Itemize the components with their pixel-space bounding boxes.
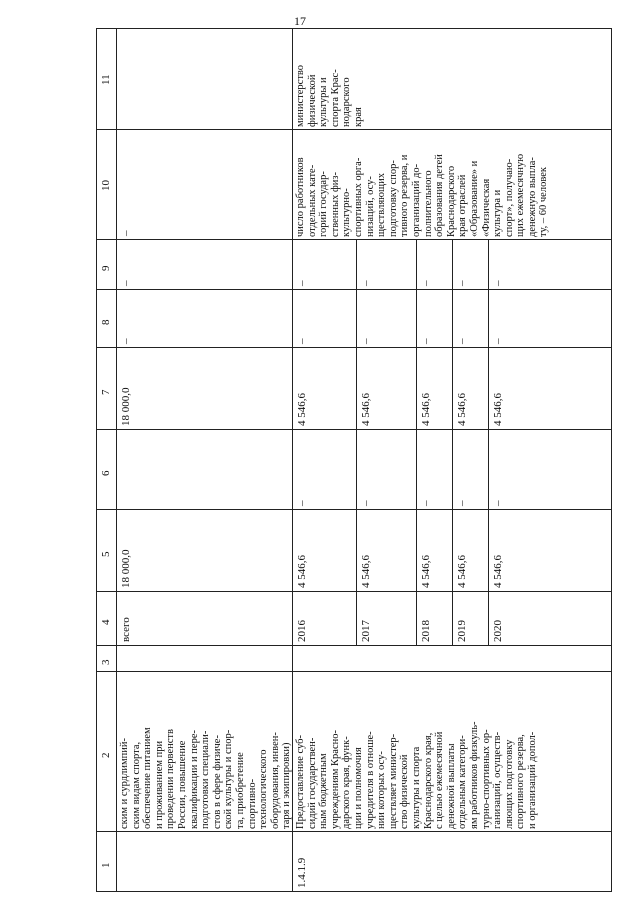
header-c9: 9	[100, 265, 112, 271]
year-row-border	[452, 510, 453, 592]
row-col5: 4 546,6	[360, 555, 372, 588]
continuation-line: таря и экипировки)	[281, 742, 293, 829]
continuation-line: та, приобретение	[234, 752, 246, 829]
year-row-border	[488, 430, 489, 510]
row-col8: –	[456, 338, 468, 344]
continuation-col10: –	[120, 230, 132, 236]
continuation-line: и проживанием при	[153, 740, 165, 829]
row-col6: –	[492, 500, 504, 506]
item-description-line: ям работников физкуль-	[468, 721, 480, 829]
result-line: денежную выпла-	[526, 157, 538, 237]
row-col9: –	[492, 280, 504, 286]
item-description-line: спортивного резерва,	[515, 734, 527, 829]
continuation-line: ским видам спорта,	[130, 741, 142, 829]
header-c1: 1	[100, 862, 112, 868]
column-border	[96, 239, 612, 240]
row-col7: 4 546,6	[296, 393, 308, 426]
item-description-line: дарского края, функ-	[341, 736, 353, 829]
row-col9: –	[420, 280, 432, 286]
header-c6: 6	[100, 470, 112, 476]
executor-line: края	[352, 107, 364, 127]
year-row-border	[452, 348, 453, 430]
row-col9: –	[360, 280, 372, 286]
continuation-col7: 18 000,0	[120, 387, 132, 426]
item-result	[295, 133, 609, 237]
row-col8: –	[360, 338, 372, 344]
item-description-line: отдельным категори-	[457, 735, 469, 829]
year-row-border	[356, 430, 357, 510]
result-line: Краснодарского	[445, 165, 457, 237]
executor-line: физической	[306, 74, 318, 127]
result-line: полнительного	[422, 170, 434, 237]
year-row-border	[488, 510, 489, 592]
item-description-line: ции и полномочия	[352, 747, 364, 829]
row-col7: 4 546,6	[360, 393, 372, 426]
result-line: число работников	[295, 157, 306, 237]
item-description-line: ляющих подготовку	[503, 739, 515, 829]
year-row-border	[416, 510, 417, 592]
column-border	[96, 645, 612, 646]
row-col5: 4 546,6	[456, 555, 468, 588]
continuation-line: обеспечение питанием	[142, 727, 154, 829]
result-line: образования детей	[434, 154, 446, 237]
year-row-border	[452, 430, 453, 510]
column-border	[96, 129, 612, 130]
year-row-border	[416, 348, 417, 430]
header-c8: 8	[100, 319, 112, 325]
item-description-line: ным бюджетным	[318, 753, 330, 829]
continuation-line: подготовки специали-	[200, 730, 212, 829]
item-description-line: ганизаций, осуществ-	[492, 731, 504, 829]
year-row-border	[452, 592, 453, 646]
row-col9: –	[296, 280, 308, 286]
continuation-line: проведении первенств	[165, 729, 177, 829]
row-year: 2020	[492, 620, 504, 642]
column-border	[96, 831, 612, 832]
result-line: «Образование» и	[468, 160, 480, 237]
continuation-col5: 18 000,0	[120, 549, 132, 588]
item-description-line: турно-спортивных ор-	[480, 729, 492, 829]
item-description-line: нии которых осу-	[376, 751, 388, 829]
continuation-line: оборудования, инвен-	[269, 732, 281, 829]
continuation-line: России, повышение	[176, 740, 188, 829]
page-number: 17	[294, 14, 306, 28]
row-col6: –	[360, 500, 372, 506]
year-row-border	[488, 290, 489, 348]
item-description	[295, 675, 609, 829]
row-year: 2016	[296, 620, 308, 642]
column-border	[96, 289, 612, 290]
column-border	[96, 509, 612, 510]
item-description-line: культуры и спорта	[410, 746, 422, 829]
item-number: 1.4.1.9	[296, 857, 308, 888]
header-c11: 11	[100, 74, 112, 85]
item-description-line: Предоставление суб-	[295, 735, 306, 829]
year-row-border	[488, 240, 489, 290]
column-border	[96, 891, 612, 892]
row-year: 2018	[420, 620, 432, 642]
row-year: 2019	[456, 620, 468, 642]
result-line: низаций, осу-	[364, 176, 376, 237]
header-row-border	[116, 28, 117, 892]
row-col5: 4 546,6	[492, 555, 504, 588]
executor-line: нодарского	[341, 77, 353, 127]
result-line: края отраслей	[457, 174, 469, 237]
year-row-border	[416, 592, 417, 646]
row-col7: 4 546,6	[456, 393, 468, 426]
row-col5: 4 546,6	[296, 555, 308, 588]
table-sheet	[96, 28, 612, 892]
row-year: 2017	[360, 620, 372, 642]
result-line: тивного резерва, и	[399, 154, 411, 237]
continuation-line: стов в сфере физиче-	[211, 735, 223, 829]
executor-line: министерство	[295, 64, 306, 127]
continuation-line: спортивно-	[246, 778, 258, 829]
year-row-border	[356, 290, 357, 348]
continuation-line: квалификации и пере-	[188, 730, 200, 829]
result-line: ществляющих	[376, 173, 388, 237]
result-line: спортивных орга-	[352, 157, 364, 237]
rotated-table	[96, 28, 612, 892]
year-row-border	[452, 290, 453, 348]
continuation-description	[119, 675, 293, 829]
continuation-col9: –	[120, 280, 132, 286]
result-line: ственных физ-	[329, 171, 341, 237]
result-line: спорт», получаю-	[503, 158, 515, 237]
executor-line: культуры и	[318, 77, 330, 127]
row-col5: 4 546,6	[420, 555, 432, 588]
year-row-border	[488, 348, 489, 430]
year-row-border	[416, 240, 417, 290]
continuation-year: всего	[120, 617, 132, 642]
result-line: горий государ-	[318, 171, 330, 237]
column-border	[96, 347, 612, 348]
year-row-border	[356, 592, 357, 646]
header-c4: 4	[100, 619, 112, 625]
result-line: подготовку спор-	[387, 160, 399, 237]
result-line: культурно-	[341, 188, 353, 237]
result-line: отдельных кате-	[306, 164, 318, 237]
item-description-line: с целью ежемесячной	[434, 731, 446, 829]
item-description-line: ществляет министер-	[387, 733, 399, 829]
row-col6: –	[420, 500, 432, 506]
result-line: ту, – 60 человек	[538, 167, 550, 237]
column-border	[96, 591, 612, 592]
year-row-border	[488, 592, 489, 646]
result-line: «Физическая	[480, 178, 492, 237]
column-border	[96, 671, 612, 672]
row-col7: 4 546,6	[420, 393, 432, 426]
row-col8: –	[296, 338, 308, 344]
year-row-border	[416, 290, 417, 348]
year-row-border	[356, 240, 357, 290]
item-description-line: и организаций допол-	[526, 731, 538, 829]
item-description-line: сидий государствен-	[306, 737, 318, 829]
header-c2: 2	[100, 752, 112, 758]
item-description-line: учреждениям Красно-	[329, 730, 341, 829]
column-border	[96, 28, 612, 29]
item-description-line: ство физической	[399, 754, 411, 829]
result-line: организаций до-	[410, 163, 422, 237]
result-line: щих ежемесячную	[515, 153, 527, 237]
result-line: культура и	[492, 189, 504, 237]
year-row-border	[416, 430, 417, 510]
row-col8: –	[492, 338, 504, 344]
item-description-line: учредителя в отноше-	[364, 731, 376, 829]
budget-table	[96, 28, 612, 892]
row-col9: –	[456, 280, 468, 286]
row-col6: –	[296, 500, 308, 506]
year-row-border	[452, 240, 453, 290]
item-description-line: денежной выплаты	[445, 743, 457, 829]
item-description-line: Краснодарского края,	[422, 732, 434, 829]
row-col7: 4 546,6	[492, 393, 504, 426]
item-executor	[295, 31, 609, 127]
column-border	[96, 429, 612, 430]
table-border	[611, 28, 612, 892]
table-border	[96, 28, 97, 892]
year-row-border	[356, 510, 357, 592]
header-c10: 10	[100, 180, 112, 191]
executor-line: спорта Крас-	[329, 69, 341, 127]
continuation-line: технологического	[258, 749, 270, 829]
row-col6: –	[456, 500, 468, 506]
year-row-border	[356, 348, 357, 430]
header-c7: 7	[100, 389, 112, 395]
header-c3: 3	[100, 659, 112, 665]
row-col8: –	[420, 338, 432, 344]
continuation-line: ской культуры и спор-	[223, 729, 235, 829]
header-c5: 5	[100, 551, 112, 557]
continuation-col8: –	[120, 338, 132, 344]
continuation-line: ским и сурдлимпий-	[119, 738, 130, 829]
